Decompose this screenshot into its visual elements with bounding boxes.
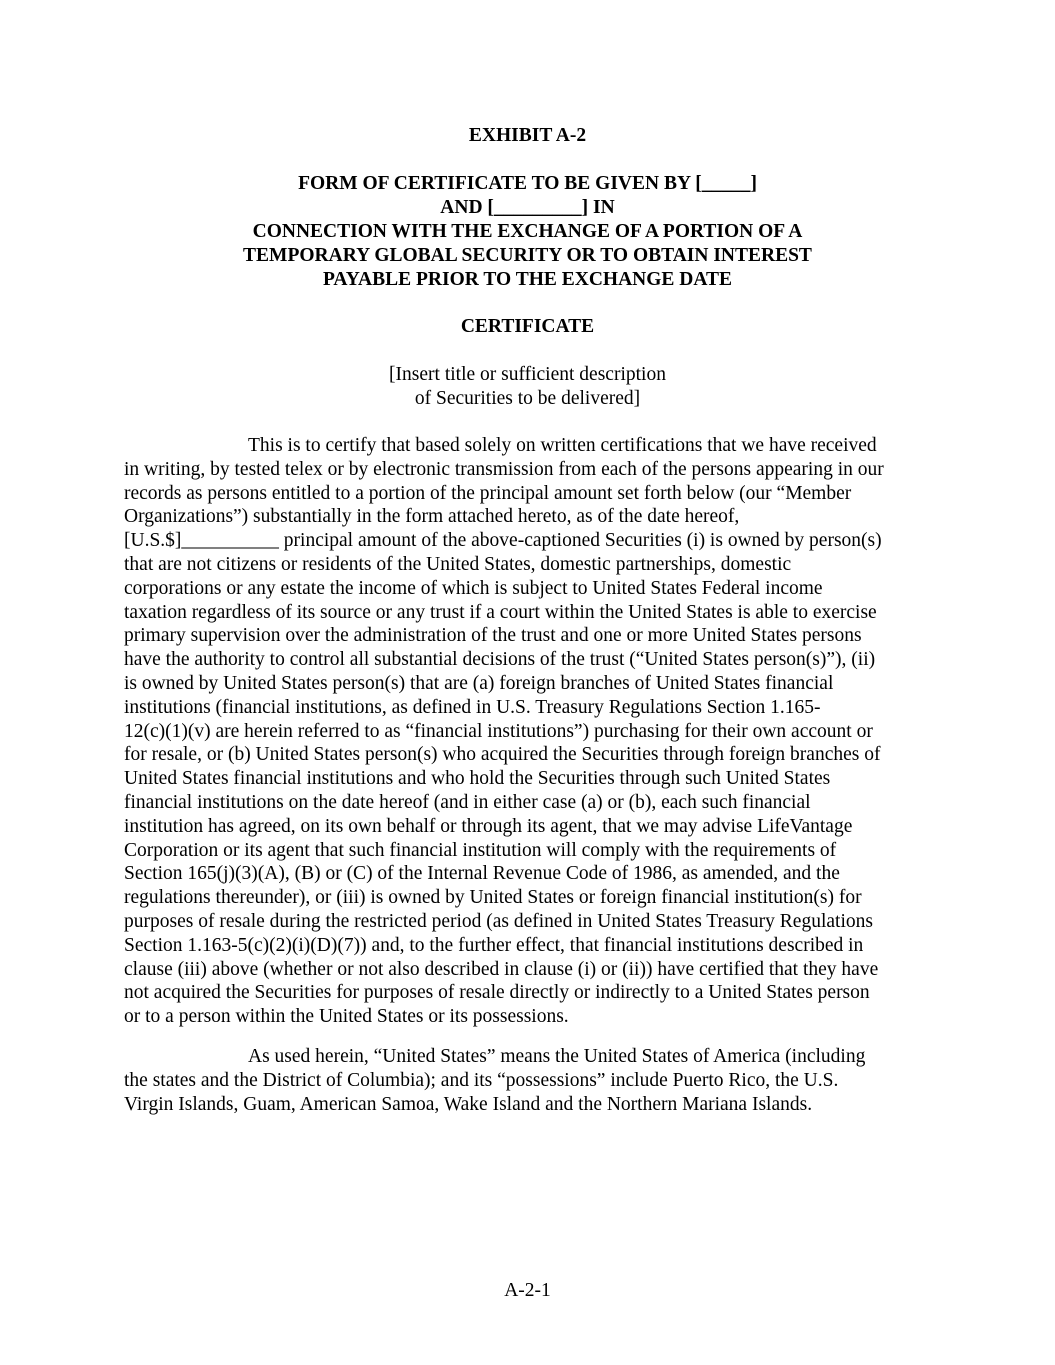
paragraph-line: in writing, by tested telex or by electronic transmission from each of the persons appearing in our <box>124 458 884 480</box>
exhibit-title: EXHIBIT A-2 <box>468 125 587 146</box>
paragraph-line: clause (iii) above (whether or not also described in clause (i) or (ii)) have certified that they have <box>124 958 879 980</box>
definitions-paragraph <box>124 1045 936 1116</box>
form-heading <box>0 172 1055 292</box>
form-heading-line: CONNECTION WITH THE EXCHANGE OF A PORTION OF A <box>252 221 803 242</box>
form-heading-line: PAYABLE PRIOR TO THE EXCHANGE DATE <box>322 269 733 290</box>
paragraph-line: for resale, or (b) United States person(s) who acquired the Securities through foreign branches of <box>124 744 881 766</box>
paragraph-line: Virgin Islands, Guam, American Samoa, Wake Island and the Northern Mariana Islands. <box>124 1093 813 1115</box>
paragraph-line: have the authority to control all substantial decisions of the trust (“United States person(s)”), (ii) <box>124 649 876 671</box>
paragraph-line: 12(c)(1)(v) are herein referred to as “financial institutions”) purchasing for their own account or <box>124 720 873 742</box>
insert-note-line: [Insert title or sufficient description <box>389 364 666 385</box>
paragraph-line: This is to certify that based solely on written certifications that we have received <box>248 435 877 456</box>
form-heading-line: FORM OF CERTIFICATE TO BE GIVEN BY [_____] <box>298 173 757 194</box>
certificate-title: CERTIFICATE <box>460 316 595 337</box>
paragraph-line: or to a person within the United States or its possessions. <box>124 1006 569 1028</box>
paragraph-line: primary supervision over the administration of the trust and one or more United States persons <box>124 625 862 647</box>
paragraph-line: corporations or any estate the income of which is subject to United States Federal income <box>124 577 823 599</box>
paragraph-line: institution has agreed, on its own behalf or through its agent, that we may advise LifeVantage <box>124 815 853 837</box>
paragraph-line: not acquired the Securities for purposes of resale directly or indirectly to a United States person <box>124 982 870 1004</box>
paragraph-line: As used herein, “United States” means the United States of America (including <box>248 1046 866 1067</box>
certification-paragraph <box>124 434 936 1029</box>
paragraph-line: United States financial institutions and who hold the Securities through such United States <box>124 768 831 790</box>
paragraph-line: regulations thereunder), or (iii) is owned by United States or foreign financial institution(s) for <box>124 887 862 909</box>
paragraph-line: financial institutions on the date hereof (and in either case (a) or (b), each such financial <box>124 791 811 813</box>
paragraph-line: Corporation or its agent that such financial institution will comply with the requirements of <box>124 839 837 861</box>
paragraph-line: purposes of resale during the restricted period (as defined in United States Treasury Regulations <box>124 910 873 932</box>
paragraph-line: institutions (financial institutions, as defined in U.S. Treasury Regulations Section 1.165- <box>124 696 821 718</box>
page-number: A-2-1 <box>504 1280 551 1301</box>
paragraph-line: Section 1.163-5(c)(2)(i)(D)(7)) and, to the further effect, that financial institutions described in <box>124 934 864 956</box>
paragraph-line: Organizations”) substantially in the form attached hereto, as of the date hereof, <box>124 506 740 528</box>
paragraph-line: that are not citizens or residents of the United States, domestic partnerships, domestic <box>124 553 792 575</box>
paragraph-line: the states and the District of Columbia); and its “possessions” include Puerto Rico, the U.S. <box>124 1069 839 1091</box>
form-heading-line: TEMPORARY GLOBAL SECURITY OR TO OBTAIN INTEREST <box>243 245 812 266</box>
insert-note-line: of Securities to be delivered] <box>414 388 641 409</box>
paragraph-line: Section 165(j)(3)(A), (B) or (C) of the Internal Revenue Code of 1986, as amended, and the <box>124 863 840 885</box>
paragraph-line: taxation regardless of its source or any trust if a court within the United States is able to exercise <box>124 601 877 623</box>
paragraph-line: is owned by United States person(s) that are (a) foreign branches of United States financial <box>124 672 834 694</box>
paragraph-line: [U.S.$]__________ principal amount of the above-captioned Securities (i) is owned by person(s) <box>124 530 882 552</box>
form-heading-line: AND [_________] IN <box>440 197 615 218</box>
insert-note <box>0 363 1055 411</box>
paragraph-line: records as persons entitled to a portion of the principal amount set forth below (our “Member <box>124 482 852 504</box>
